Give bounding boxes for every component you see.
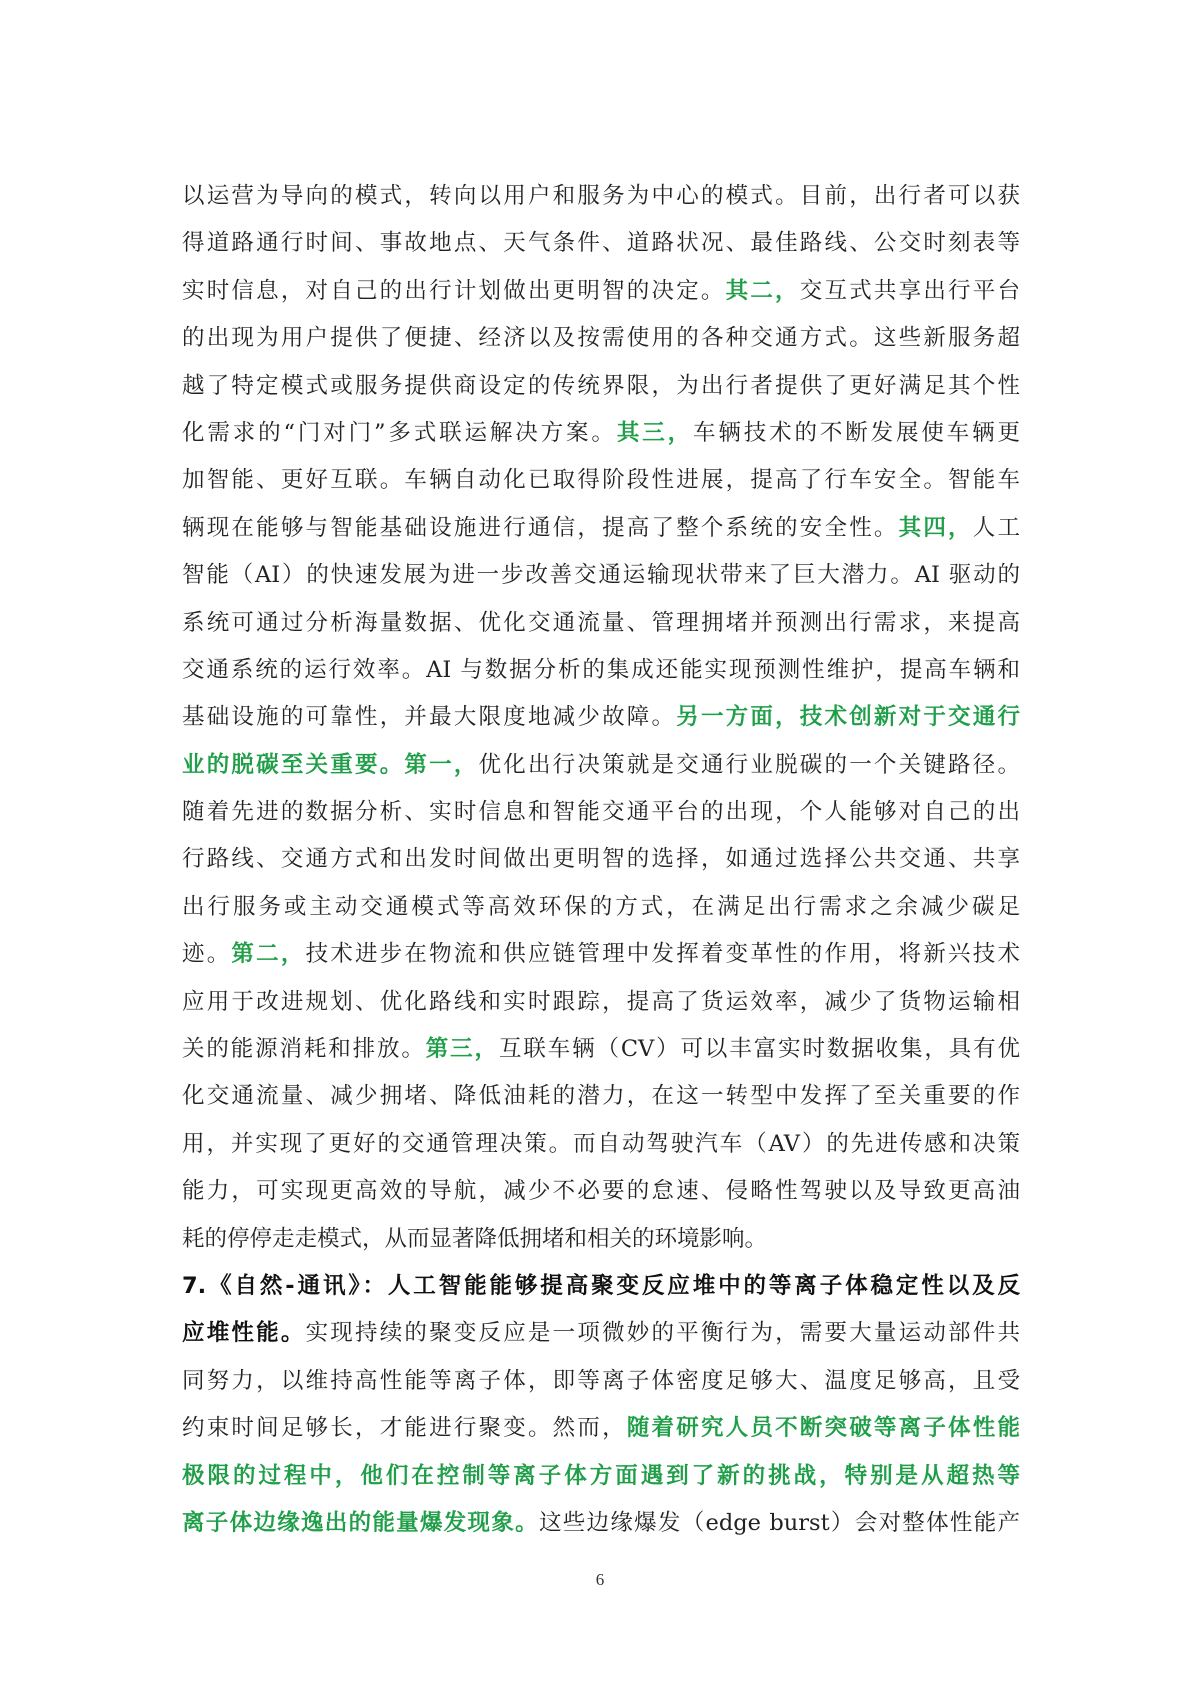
text-line — [182, 1456, 1020, 1503]
highlighted-text: 第三， — [425, 1036, 499, 1063]
body-text-segment: 越了特定模式或服务提供商设定的传统界限，为出行者提供了更好满足其个性 — [182, 372, 1020, 399]
text-line — [182, 839, 1020, 886]
text-line — [182, 271, 1020, 318]
body-text-segment: 车辆技术的不断发展使车辆更 — [692, 419, 1020, 446]
text-line — [182, 1219, 1020, 1266]
body-text-segment: 智能（AI）的快速发展为进一步改善交通运输现状带来了巨大潜力。AI 驱动的 — [182, 562, 1020, 589]
body-text-segment: 加智能、更好互联。车辆自动化已取得阶段性进展，提高了行车安全。智能车 — [182, 467, 1020, 494]
text-line — [182, 460, 1020, 507]
highlighted-text: 离子体边缘逸出的能量爆发现象。 — [182, 1509, 539, 1536]
body-text-segment: 的出现为用户提供了便捷、经济以及按需使用的各种交通方式。这些新服务超 — [182, 325, 1020, 352]
body-text-segment: 化交通流量、减少拥堵、降低油耗的潜力，在这一转型中发挥了至关重要的作 — [182, 1083, 1020, 1110]
text-line — [182, 650, 1020, 697]
section-heading-text: 应堆性能。 — [182, 1320, 306, 1347]
body-text-segment: 迹。 — [182, 941, 232, 968]
body-text-segment: 系统可通过分析海量数据、优化交通流量、管理拥堵并预测出行需求，来提高 — [182, 609, 1020, 636]
text-line — [182, 1171, 1020, 1218]
highlighted-text: 另一方面，技术创新对于交通行 — [676, 704, 1020, 731]
body-text-segment: 耗的停停走走模式，从而显著降低拥堵和相关的环境影响。 — [182, 1225, 768, 1252]
text-line — [182, 413, 1020, 460]
body-text-segment: 得道路通行时间、事故地点、天气条件、道路状况、最佳路线、公交时刻表等 — [182, 230, 1020, 257]
body-text-segment: 同努力，以维持高性能等离子体，即等离子体密度足够大、温度足够高，且受 — [182, 1367, 1020, 1394]
text-line — [182, 1076, 1020, 1123]
body-text-segment: 实现持续的聚变反应是一项微妙的平衡行为，需要大量运动部件共 — [305, 1320, 1020, 1347]
body-text-segment: 交互式共享出行平台 — [799, 277, 1020, 304]
body-text-segment: 交通系统的运行效率。AI 与数据分析的集成还能实现预测性维护，提高车辆和 — [182, 656, 1020, 683]
highlighted-text: 极限的过程中，他们在控制等离子体方面遇到了新的挑战，特别是从超热等 — [182, 1462, 1020, 1489]
highlighted-text: 其四， — [898, 514, 973, 541]
text-line — [182, 1503, 1020, 1550]
page-number: 6 — [595, 1570, 605, 1589]
highlighted-text: 第二， — [231, 941, 306, 968]
text-line — [182, 508, 1020, 555]
text-line — [182, 792, 1020, 839]
text-line — [182, 1313, 1020, 1360]
text-line — [182, 1361, 1020, 1408]
text-line — [182, 697, 1020, 744]
body-text-segment: 关的能源消耗和排放。 — [182, 1036, 426, 1063]
text-line — [182, 1124, 1020, 1171]
body-text-segment: 以运营为导向的模式，转向以用户和服务为中心的模式。目前，出行者可以获 — [182, 183, 1020, 209]
text-line — [182, 603, 1020, 650]
text-line — [182, 982, 1020, 1029]
text-line — [182, 366, 1020, 413]
text-line — [182, 934, 1020, 981]
highlighted-text: 随着研究人员不断突破等离子体性能 — [626, 1415, 1020, 1442]
text-line — [182, 1408, 1020, 1455]
body-text-segment: 用，并实现了更好的交通管理决策。而自动驾驶汽车（AV）的先进传感和决策 — [182, 1130, 1020, 1157]
highlighted-text: 其三， — [616, 419, 693, 446]
body-text-segment: 实时信息，对自己的出行计划做出更明智的决定。 — [182, 277, 726, 304]
body-text-segment: 技术进步在物流和供应链管理中发挥着变革性的作用，将新兴技术 — [305, 941, 1020, 968]
body-text-segment: 能力，可实现更高效的导航，减少不必要的怠速、侵略性驾驶以及导致更高油 — [182, 1178, 1020, 1205]
body-text-segment: 出行服务或主动交通模式等高效环保的方式，在满足出行需求之余减少碳足 — [182, 893, 1020, 920]
text-line — [182, 555, 1020, 602]
highlighted-text: 业的脱碳至关重要。第一， — [182, 751, 479, 778]
text-line — [182, 176, 1020, 223]
text-line — [182, 1029, 1020, 1076]
body-text-segment: 辆现在能够与智能基础设施进行通信，提高了整个系统的安全性。 — [182, 514, 899, 541]
body-text-segment: 随着先进的数据分析、实时信息和智能交通平台的出现，个人能够对自己的出 — [182, 799, 1020, 826]
section-heading-text: 7.《自然-通讯》：人工智能能够提高聚变反应堆中的等离子体稳定性以及反 — [182, 1272, 1020, 1299]
body-text-segment: 化需求的“门对门”多式联运解决方案。 — [182, 419, 617, 446]
highlighted-text: 其二， — [725, 277, 800, 304]
text-line — [182, 1266, 1020, 1313]
text-line — [182, 318, 1020, 365]
body-text-segment: 约束时间足够长，才能进行聚变。然而， — [182, 1415, 627, 1442]
text-line — [182, 223, 1020, 270]
text-line — [182, 745, 1020, 792]
body-text-segment: 应用于改进规划、优化路线和实时跟踪，提高了货运效率，减少了货物运输相 — [182, 988, 1020, 1015]
body-text-segment: 行路线、交通方式和出发时间做出更明智的选择，如通过选择公共交通、共享 — [182, 846, 1020, 873]
body-text-segment: 互联车辆（CV）可以丰富实时数据收集，具有优 — [498, 1036, 1020, 1063]
body-text-segment: 优化出行决策就是交通行业脱碳的一个关键路径。 — [478, 751, 1020, 778]
body-text — [182, 176, 1020, 1550]
body-text-segment: 人工 — [972, 514, 1020, 541]
body-text-segment: 基础设施的可靠性，并最大限度地减少故障。 — [182, 704, 677, 731]
text-line — [182, 887, 1020, 934]
body-text-segment: 这些边缘爆发（edge burst）会对整体性能产 — [538, 1509, 1020, 1536]
